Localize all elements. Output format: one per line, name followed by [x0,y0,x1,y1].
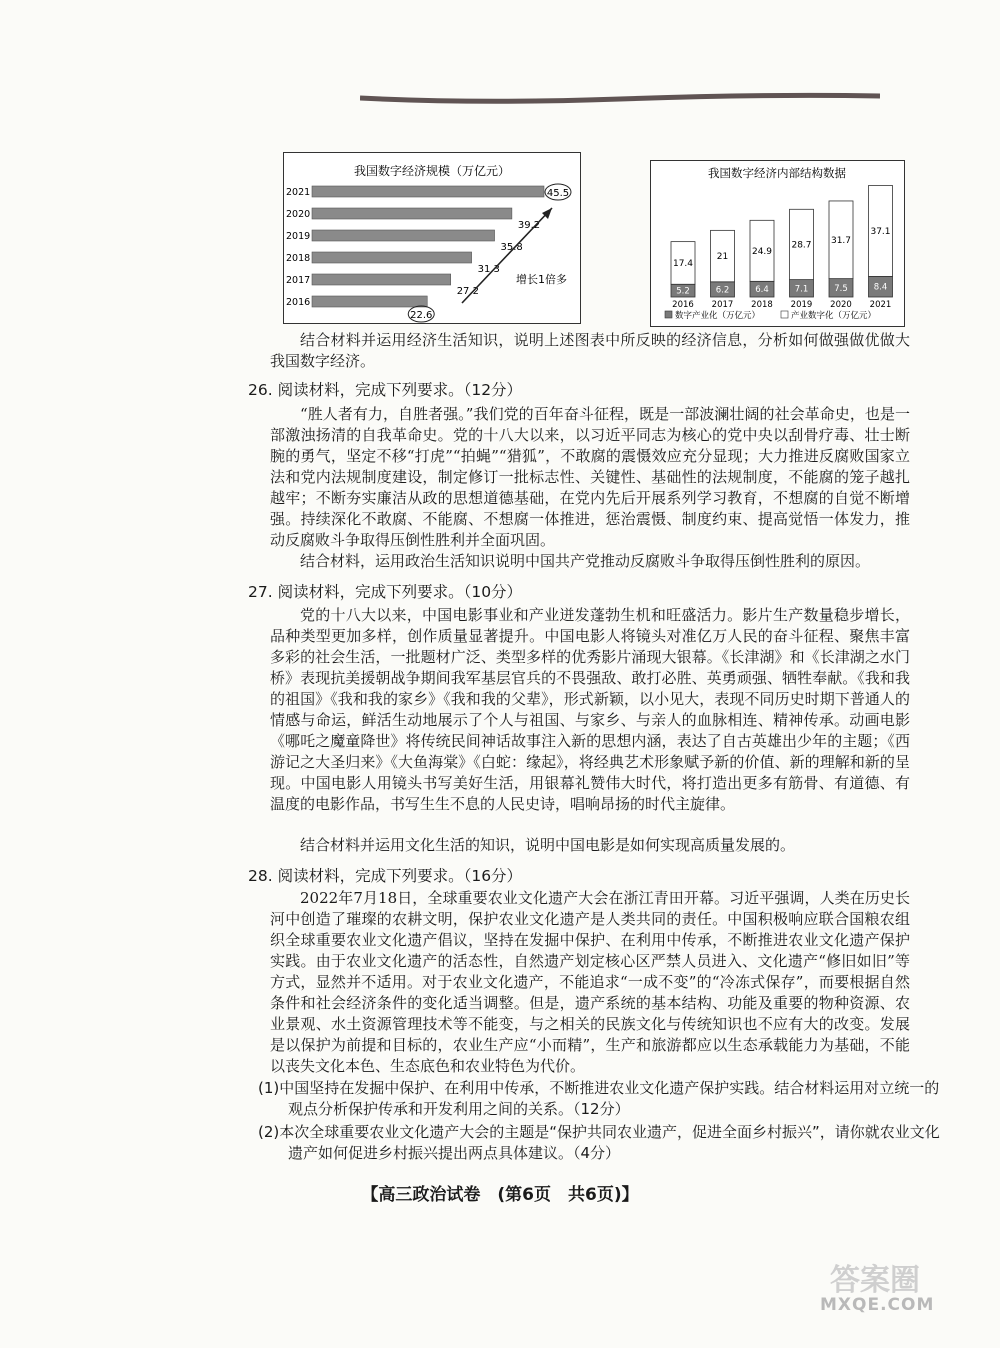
data-label: 8.4 [873,282,888,293]
digital-economy-structure-chart [650,160,905,327]
data-label: 17.4 [672,258,694,269]
legend-swatch [665,311,672,318]
data-label: 5.2 [676,286,690,297]
q26-task: 结合材料，运用政治生活知识说明中国共产党推动反腐败斗争取得压倒性胜利的原因。 [300,552,871,570]
y-tick-label: 2016 [286,297,311,308]
legend-swatch [781,311,788,318]
q27-material: 党的十八大以来，中国电影事业和产业迸发蓬勃生机和旺盛活力。影片生产数量稳步增长，品种类型更加多样，创作质量显著提升。中国电影人将镜头对准亿万人民的奋斗征程、聚焦丰富多彩的社会生活，一批题材广泛、类型多样的优秀影片涌现大银幕。《长津湖》和《长津湖之水门桥》表现抗美援朝战争期间我军基层官兵的不畏强敌、敢打必胜、英勇顽强、牺牲奉献。《我和我的祖国》《我和我的家乡》《我和我的父辈》，形式新颖，以小见大，表现不同历史时期下普通人的情感与命运，鲜活生动地展示了个人与祖国、与家乡、与亲人的血脉相连、精神传承。动画电影《哪吒之魔童降世》将传统民间神话故事注入新的思想内涵，表达了自古英雄出少年的主题；《西游记之大圣归来》《大鱼海棠》《白蛇：缘起》，将经典艺术形象赋予新的价值、新的理解和新的呈现。中国电影人用镜头书写美好生活，用银幕礼赞伟大时代，将打造出更多有筋骨、有道德、有温度的电影作品，书写生生不息的人民史诗，唱响昂扬的时代主旋律。 [270,606,910,813]
x-tick-label: 2020 [830,300,852,310]
data-label: 7.1 [794,284,809,295]
chart-title: 我国数字经济规模（万亿元） [353,164,511,178]
bar [312,274,451,285]
data-label: 37.1 [870,226,891,237]
scan-ink-stroke [360,92,880,104]
bar [312,186,544,197]
bar [312,230,495,241]
q28-subquestion-1: (1)中国坚持在发掘中保护、在利用中传承，不断推进农业文化遗产保护实践。结合材料运用对立统一的观点分析保护传承和开发利用之间的关系。（12分） [258,1079,940,1118]
bar [312,252,472,263]
data-label: 35.8 [500,242,523,253]
legend-label: 数字产业化（万亿元） [675,311,761,321]
x-tick-label: 2017 [711,300,734,310]
scale-chart-canvas [284,153,580,323]
growth-annotation: 增长1倍多 [516,273,567,286]
data-label: 27.2 [456,286,479,297]
x-tick-label: 2021 [869,300,892,310]
data-label: 6.4 [755,285,769,296]
growth-arrow [462,208,552,303]
y-tick-label: 2018 [286,253,311,264]
x-tick-label: 2018 [751,300,773,310]
data-label: 24.9 [751,246,773,257]
q27-heading: 27. 阅读材料，完成下列要求。（10分） [248,583,523,601]
y-tick-label: 2020 [286,209,311,220]
y-tick-label: 2021 [286,187,311,198]
y-tick-label: 2017 [286,275,311,286]
page-footer: 【高三政治试卷 (第6页 共6页)】 [361,1185,639,1205]
data-label: 28.7 [791,240,812,251]
x-tick-label: 2016 [672,300,694,310]
q26-material: “胜人者有力，自胜者强。”我们党的百年奋斗征程，既是一部波澜壮阔的社会革命史，也是一部激浊扬清的自我革命史。党的十八大以来，以习近平同志为核心的党中央以刮骨疗毒、壮士断腕的勇气，坚定不移“打虎”“拍蝇”“猎狐”，不敢腐的震慑效应充分显现；大力推进反腐败国家立法和党内法规制度建设，制定修订一批标志性、关键性、基础性的法规制度，不能腐的笼子越扎越牢；不断夯实廉洁从政的思想道德基础，在党内先后开展系列学习教育，不想腐的自觉不断增强。持续深化不敢腐、不能腐、不想腐一体推进，惩治震慑、制度约束、提高觉悟一体发力，推动反腐败斗争取得压倒性胜利并全面巩固。 [270,405,910,549]
watermark-logo: 答案圈 [830,1263,920,1298]
x-tick-label: 2019 [790,300,813,310]
legend-label: 产业数字化（万亿元） [791,311,877,321]
q28-material: 2022年7月18日，全球重要农业文化遗产大会在浙江青田开幕。习近平强调，人类在历史长河中创造了璀璨的农耕文明，保护农业文化遗产是人类共同的责任。中国积极响应联合国粮农组织全球重要农业文化遗产倡议，坚持在发掘中保护、在利用中传承，不断推进农业文化遗产保护实践。由于农业文化遗产的活态性，自然遗产划定核心区严禁人员进入、文化遗产“修旧如旧”等方式，显然并不适用。对于农业文化遗产，不能追求“一成不变”的“冷冻式保存”，而要根据自然条件和社会经济条件的变化适当调整。但是，遗产系统的基本结构、功能及重要的物种资源、农业景观、水土资源管理技术等不能变，与之相关的民族文化与传统知识也不应有大的改变。发展是以保护为前提和目标的，农业生产应“小而精”，生产和旅游都应以生态承载能力为基础，不能以丧失文化本色、生态底色和农业特色为代价。 [270,889,910,1075]
data-label: 22.6 [410,310,433,321]
bar [312,296,427,307]
chart-title: 我国数字经济内部结构数据 [708,166,846,180]
data-label: 7.5 [834,283,848,294]
q25-task: 结合材料并运用经济生活知识，说明上述图表中所反映的经济信息，分析如何做强做优做大我国数字经济。 [270,331,910,370]
data-label: 45.5 [546,188,570,199]
q28-subquestion-2: (2)本次全球重要农业文化遗产大会的主题是“保护共同农业遗产，促进全面乡村振兴”，请你就农业文化遗产如何促进乡村振兴提出两点具体建议。（4分） [258,1123,940,1162]
data-label: 39.2 [517,220,541,231]
digital-economy-scale-chart [283,152,581,324]
data-label: 31.3 [477,264,500,275]
q26-heading: 26. 阅读材料，完成下列要求。（12分） [248,381,523,399]
y-tick-label: 2019 [286,231,311,242]
watermark-text: MXQE.COM [820,1295,935,1315]
structure-chart-canvas [651,161,904,326]
data-label: 31.7 [830,235,852,246]
data-label: 21 [716,252,729,263]
q28-heading: 28. 阅读材料，完成下列要求。（16分） [248,867,523,885]
q27-task: 结合材料并运用文化生活的知识，说明中国电影是如何实现高质量发展的。 [300,836,796,854]
data-label: 6.2 [715,285,730,296]
bar [312,208,512,219]
